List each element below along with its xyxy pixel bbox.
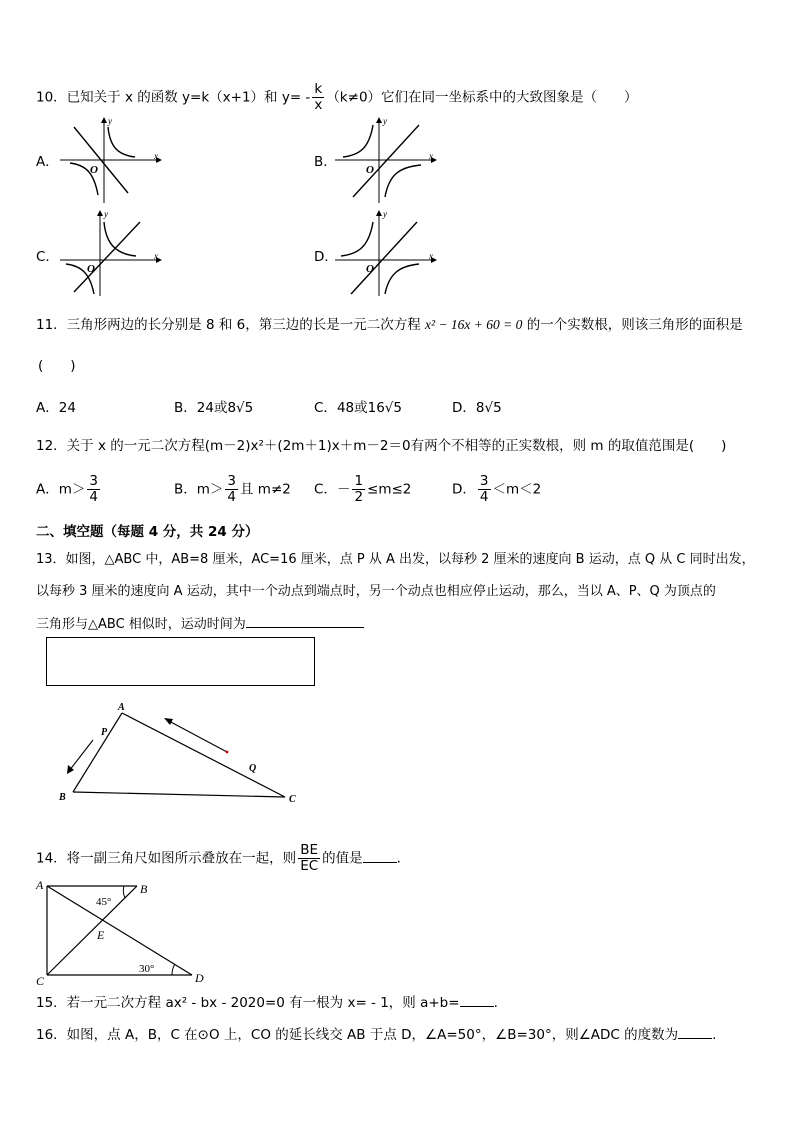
q12-option-c-num: 1 bbox=[354, 473, 364, 489]
q15-answer-blank[interactable] bbox=[460, 992, 494, 1007]
q14-stem-b: 的值是 bbox=[322, 850, 363, 867]
q13-answer-blank[interactable] bbox=[246, 613, 364, 628]
x-axis-label: x bbox=[154, 151, 158, 161]
q10-graph-d bbox=[335, 208, 445, 298]
q12-option-b-fraction bbox=[225, 474, 238, 505]
q12-option-b-suffix: 且 m≠2 bbox=[240, 481, 291, 498]
q16-stem bbox=[36, 1024, 716, 1045]
q12-option-b-label: B． bbox=[174, 481, 197, 498]
q10-stem-a: 10．已知关于 x 的函数 y=k（x+1）和 y= - bbox=[36, 89, 311, 106]
q12-option-d-suffix: ＜m＜2 bbox=[492, 481, 542, 498]
hyperbola-branch-1 bbox=[341, 222, 373, 256]
q11-option-a-label: A． bbox=[36, 400, 59, 416]
q10-fraction bbox=[312, 82, 324, 113]
linear-function-line bbox=[353, 125, 419, 197]
q10-option-b-label[interactable]: B． bbox=[314, 154, 337, 170]
q10-option-c-label[interactable]: C． bbox=[36, 249, 59, 265]
q13-line-2: 以每秒 3 厘米的速度向 A 运动，其中一个动点到端点时，另一个动点也相应停止运动，那么，当以 A、P、Q 为顶点的 bbox=[36, 584, 716, 599]
q11-answer-paren: ( ) bbox=[38, 358, 76, 374]
q14-stem bbox=[36, 843, 401, 874]
q12-option-c-fraction bbox=[352, 474, 365, 505]
q12-option-b[interactable] bbox=[174, 474, 291, 505]
q10-frac-den: x bbox=[314, 97, 323, 113]
q11-option-b-label: B． bbox=[174, 400, 197, 416]
x-axis-label: x bbox=[429, 251, 433, 261]
q11-option-c-label: C． bbox=[314, 400, 337, 416]
q10-option-d-label[interactable]: D． bbox=[314, 249, 338, 265]
q10-stem bbox=[36, 82, 638, 113]
q13-line-3-text: 三角形与△ABC 相似时，运动时间为 bbox=[36, 617, 246, 632]
q16-end: . bbox=[712, 1027, 717, 1043]
hyperbola-branch-1 bbox=[104, 222, 136, 256]
y-axis-label: y bbox=[104, 209, 108, 219]
segment-ac bbox=[122, 713, 285, 797]
q13-figure bbox=[55, 700, 315, 810]
label-p: P bbox=[101, 727, 108, 738]
q11-option-c[interactable] bbox=[314, 398, 402, 418]
label-a: A bbox=[118, 702, 125, 713]
angle-45-arc bbox=[123, 886, 125, 898]
q10-graph-b bbox=[335, 115, 445, 205]
q10-graph-c bbox=[60, 208, 170, 298]
q15-stem bbox=[36, 992, 498, 1013]
hyperbola-branch-2 bbox=[385, 165, 421, 197]
q15-text: 15．若一元二次方程 ax² - bx - 2020=0 有一根为 x= - 1，则 a+b= bbox=[36, 995, 460, 1011]
q11-stem-b: 的一个实数根，则该三角形的面积是 bbox=[526, 317, 743, 333]
label-c: C bbox=[36, 974, 45, 988]
q12-option-d-fraction bbox=[478, 474, 491, 505]
q14-stem-end: . bbox=[396, 850, 401, 867]
label-q: Q bbox=[249, 763, 257, 774]
label-b: B bbox=[59, 792, 66, 803]
q11-option-a-text: 24 bbox=[58, 400, 76, 416]
q11-option-a[interactable] bbox=[36, 398, 76, 418]
q10-frac-num: k bbox=[314, 81, 323, 97]
q11-stem-a: 11．三角形两边的长分别是 8 和 6，第三边的长是一元二次方程 bbox=[36, 317, 421, 333]
q11-option-c-text: 48或16√5 bbox=[336, 400, 402, 416]
y-axis-label: y bbox=[383, 116, 387, 126]
q11-option-b-text: 24或8√5 bbox=[196, 400, 254, 416]
q14-frac-den: EC bbox=[300, 858, 319, 874]
q11-option-d-text: 8√5 bbox=[475, 400, 502, 416]
q11-stem bbox=[36, 315, 743, 335]
y-axis-arrow bbox=[101, 117, 107, 123]
linear-function-line bbox=[74, 222, 140, 292]
y-axis-arrow bbox=[97, 210, 103, 216]
q12-option-d-label: D． bbox=[452, 481, 476, 498]
y-axis-label: y bbox=[383, 209, 387, 219]
q12-option-c-den: 2 bbox=[354, 489, 364, 505]
q14-stem-a: 14．将一副三角尺如图所示叠放在一起，则 bbox=[36, 850, 297, 867]
label-d: D bbox=[195, 971, 204, 985]
origin-label: O bbox=[366, 164, 374, 176]
q15-end: . bbox=[493, 995, 498, 1011]
label-c: C bbox=[289, 794, 296, 805]
q12-option-b-prefix: m＞ bbox=[196, 481, 224, 498]
y-axis-arrow bbox=[376, 210, 382, 216]
q10-stem-b: （k≠0）它们在同一坐标系中的大致图象是（ ） bbox=[326, 89, 638, 106]
q12-option-b-den: 4 bbox=[227, 489, 237, 505]
q13-line-3 bbox=[36, 613, 364, 635]
x-axis-label: x bbox=[429, 151, 433, 161]
y-axis-label: y bbox=[108, 116, 112, 126]
q14-frac-num: BE bbox=[300, 842, 319, 858]
q16-text: 16．如图，点 A，B，C 在⊙O 上，CO 的延长线交 AB 于点 D，∠A=50°，∠B=30°，则∠ADC 的度数为 bbox=[36, 1027, 679, 1043]
q14-fraction bbox=[298, 843, 320, 874]
q12-option-a-num: 3 bbox=[89, 473, 98, 489]
q10-option-a-label[interactable]: A． bbox=[36, 154, 59, 170]
q11-option-d-label: D． bbox=[452, 400, 476, 416]
angle-45-label: 45° bbox=[96, 896, 112, 908]
q12-option-d-den: 4 bbox=[479, 489, 489, 505]
origin-label: O bbox=[366, 263, 374, 275]
q13-line-1: 13．如图，△ABC 中，AB=8 厘米，AC=16 厘米，点 P 从 A 出发，以每秒 2 厘米的速度向 B 运动，点 Q 从 C 同时出发， bbox=[36, 552, 755, 567]
label-b: B bbox=[140, 882, 148, 896]
q11-equation: x² − 16x + 60 = 0 bbox=[425, 317, 523, 332]
label-a: A bbox=[36, 878, 44, 892]
q12-option-c[interactable] bbox=[314, 474, 411, 505]
origin-label: O bbox=[90, 164, 98, 176]
hyperbola-branch-1 bbox=[343, 125, 373, 157]
arrow-q-head bbox=[164, 718, 173, 725]
q12-option-d-num: 3 bbox=[479, 473, 489, 489]
label-e: E bbox=[97, 928, 105, 942]
q10-graph-a bbox=[60, 115, 170, 205]
q14-answer-blank[interactable] bbox=[363, 850, 397, 863]
q12-option-d[interactable] bbox=[452, 474, 541, 505]
segment-ab bbox=[73, 713, 122, 792]
x-axis-label: x bbox=[154, 251, 158, 261]
q11-option-b[interactable] bbox=[174, 398, 253, 418]
linear-function-line bbox=[351, 222, 417, 294]
q12-option-a-prefix: m＞ bbox=[58, 481, 86, 498]
q12-option-b-num: 3 bbox=[227, 473, 237, 489]
q12-option-c-prefix: － bbox=[336, 481, 351, 498]
segment-ad bbox=[47, 886, 192, 975]
angle-30-label: 30° bbox=[139, 963, 155, 975]
q14-figure bbox=[30, 878, 220, 988]
segment-bc bbox=[73, 792, 285, 797]
q12-option-a[interactable] bbox=[36, 474, 102, 505]
y-axis-arrow bbox=[376, 117, 382, 123]
q12-stem: 12．关于 x 的一元二次方程(m－2)x²＋(2m＋1)x＋m－2＝0有两个不相等的正实数根，则 m 的取值范围是( ) bbox=[36, 438, 727, 454]
q12-option-c-suffix: ≤m≤2 bbox=[367, 481, 412, 498]
angle-30-arc bbox=[172, 964, 175, 975]
q13-answer-box[interactable] bbox=[46, 637, 315, 686]
q11-option-d[interactable] bbox=[452, 398, 502, 418]
q12-option-a-fraction bbox=[87, 474, 100, 505]
arrow-q-direction bbox=[167, 720, 227, 752]
q12-option-a-den: 4 bbox=[89, 489, 98, 505]
q12-option-a-label: A． bbox=[36, 481, 59, 498]
hyperbola-branch-1 bbox=[108, 127, 135, 157]
arrow-q-dot bbox=[226, 751, 229, 754]
q16-answer-blank[interactable] bbox=[678, 1024, 712, 1039]
hyperbola-branch-2 bbox=[385, 264, 419, 294]
segment-bc bbox=[47, 886, 137, 975]
q12-option-c-label: C． bbox=[314, 481, 337, 498]
section-2-title: 二、填空题（每题 4 分，共 24 分） bbox=[36, 524, 259, 540]
origin-label: O bbox=[87, 263, 95, 275]
